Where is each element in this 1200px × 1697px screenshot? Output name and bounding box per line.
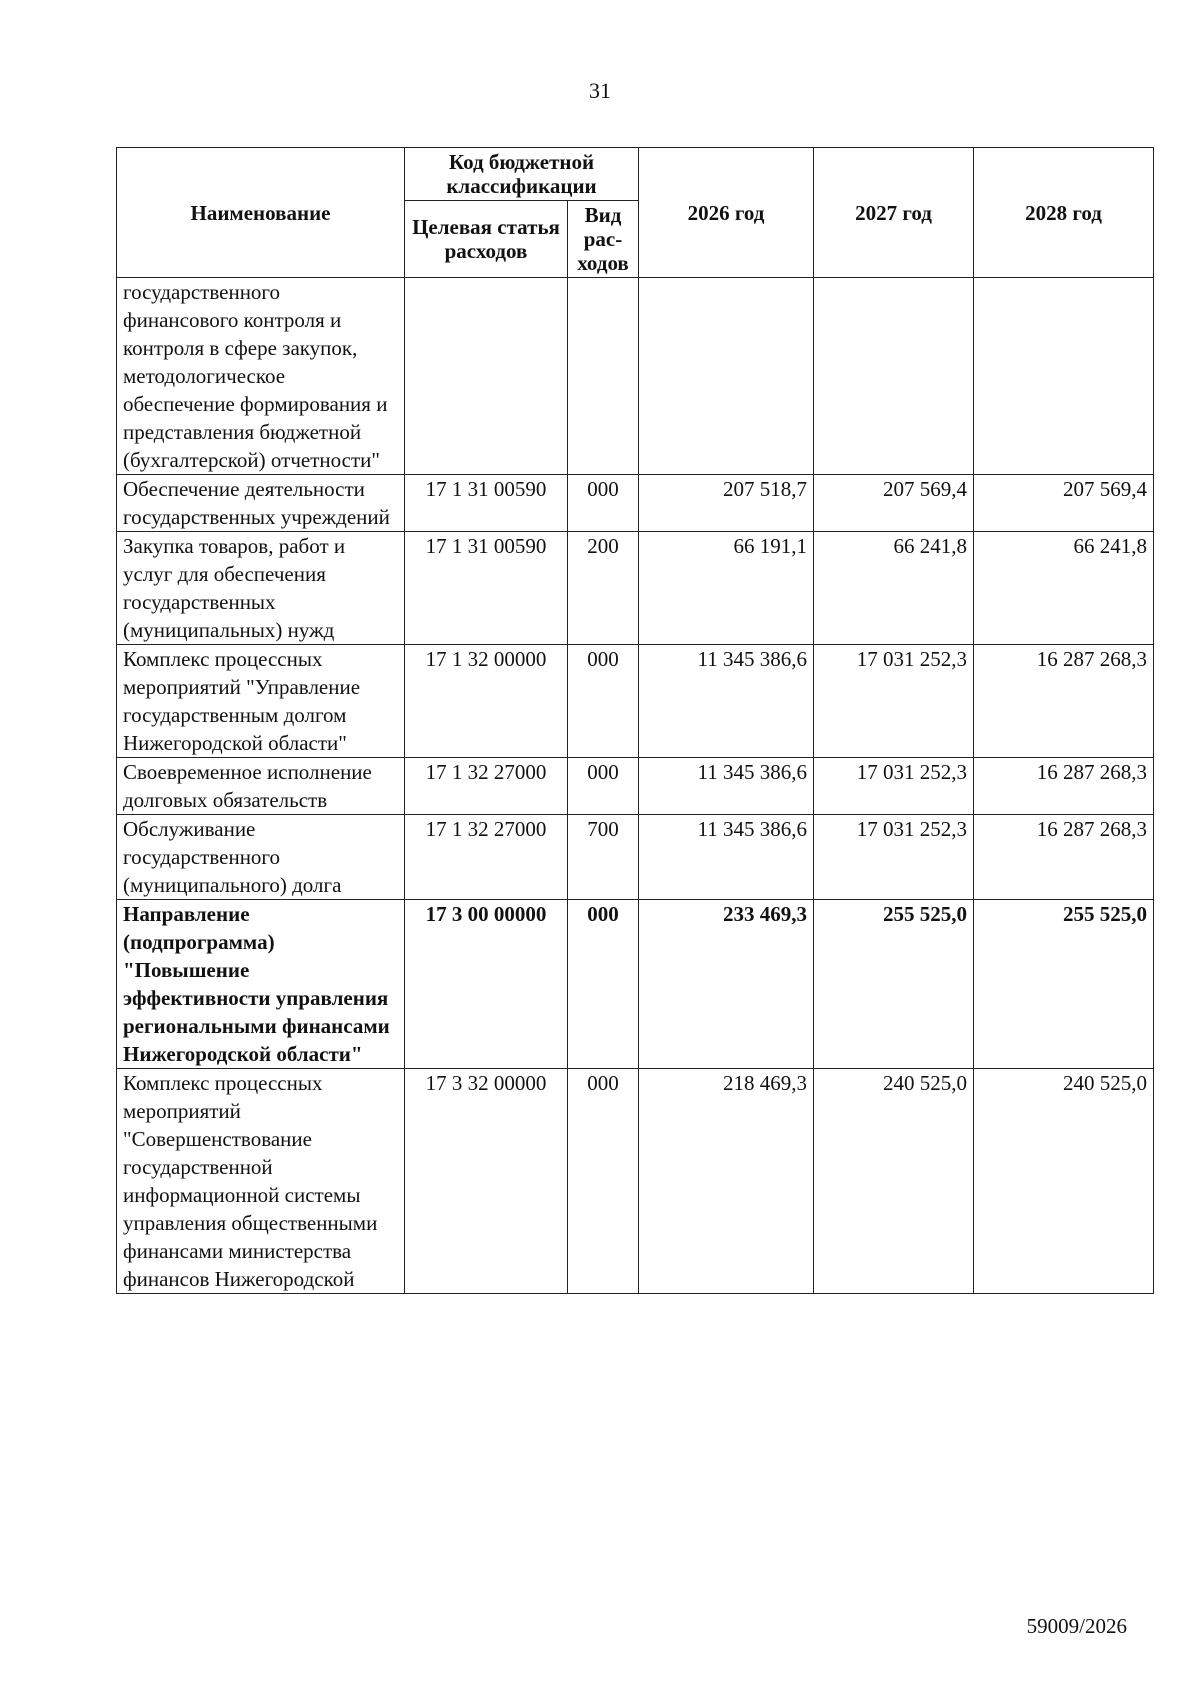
cell-2028: 16 287 268,3 bbox=[974, 758, 1154, 815]
cell-target-article: 17 1 32 27000 bbox=[405, 758, 568, 815]
cell-2028: 16 287 268,3 bbox=[974, 815, 1154, 900]
header-name: Наименование bbox=[117, 148, 405, 278]
cell-target-article bbox=[405, 278, 568, 475]
table-row bbox=[117, 1069, 1154, 1294]
cell-2026: 11 345 386,6 bbox=[639, 645, 814, 758]
table-row bbox=[117, 815, 1154, 900]
cell-expense-type: 000 bbox=[568, 1069, 639, 1294]
cell-2026: 66 191,1 bbox=[639, 532, 814, 645]
cell-2028: 240 525,0 bbox=[974, 1069, 1154, 1294]
cell-2027: 17 031 252,3 bbox=[814, 758, 974, 815]
cell-2027: 66 241,8 bbox=[814, 532, 974, 645]
cell-2026: 233 469,3 bbox=[639, 900, 814, 1069]
cell-2027: 207 569,4 bbox=[814, 475, 974, 532]
table-row bbox=[117, 900, 1154, 1069]
cell-expense-type: 700 bbox=[568, 815, 639, 900]
cell-name: Своевременное исполнение долговых обязательств bbox=[117, 758, 405, 815]
cell-target-article: 17 1 31 00590 bbox=[405, 475, 568, 532]
cell-2027 bbox=[814, 278, 974, 475]
cell-2028: 255 525,0 bbox=[974, 900, 1154, 1069]
cell-target-article: 17 3 00 00000 bbox=[405, 900, 568, 1069]
cell-2027: 240 525,0 bbox=[814, 1069, 974, 1294]
budget-table bbox=[116, 147, 1154, 1294]
cell-2028 bbox=[974, 278, 1154, 475]
cell-2028: 16 287 268,3 bbox=[974, 645, 1154, 758]
cell-target-article: 17 1 32 00000 bbox=[405, 645, 568, 758]
cell-2028: 207 569,4 bbox=[974, 475, 1154, 532]
document-id: 59009/2026 bbox=[1026, 1614, 1127, 1638]
cell-expense-type: 200 bbox=[568, 532, 639, 645]
cell-2028: 66 241,8 bbox=[974, 532, 1154, 645]
table-row bbox=[117, 645, 1154, 758]
table-body bbox=[117, 278, 1154, 1294]
cell-name: государственного финансового контроля и контроля в сфере закупок, методологическое обеспечение формирования и представления бюджетной (бухгалтерской) отчетности" bbox=[117, 278, 405, 475]
table-row bbox=[117, 758, 1154, 815]
header-expense-type-line: ходов bbox=[577, 251, 629, 275]
header-expense-type-line: рас- bbox=[583, 227, 623, 251]
header-code-group: Код бюджетной классификации bbox=[405, 148, 639, 201]
header-expense-type bbox=[568, 201, 639, 278]
cell-2026: 218 469,3 bbox=[639, 1069, 814, 1294]
cell-expense-type: 000 bbox=[568, 645, 639, 758]
cell-name: Обеспечение деятельности государственных учреждений bbox=[117, 475, 405, 532]
cell-2027: 255 525,0 bbox=[814, 900, 974, 1069]
cell-expense-type: 000 bbox=[568, 475, 639, 532]
cell-2026: 11 345 386,6 bbox=[639, 758, 814, 815]
table-row bbox=[117, 532, 1154, 645]
cell-name: Закупка товаров, работ и услуг для обеспечения государственных (муниципальных) нужд bbox=[117, 532, 405, 645]
cell-target-article: 17 3 32 00000 bbox=[405, 1069, 568, 1294]
header-year-2026: 2026 год bbox=[639, 148, 814, 278]
cell-expense-type: 000 bbox=[568, 900, 639, 1069]
header-target-article: Целевая статья расходов bbox=[405, 201, 568, 278]
cell-name: Направление (подпрограмма) "Повышение эффективности управления региональными финансами Нижегородской области" bbox=[117, 900, 405, 1069]
cell-2026 bbox=[639, 278, 814, 475]
header-expense-type-line: Вид bbox=[584, 203, 622, 227]
cell-target-article: 17 1 31 00590 bbox=[405, 532, 568, 645]
cell-target-article: 17 1 32 27000 bbox=[405, 815, 568, 900]
cell-expense-type: 000 bbox=[568, 758, 639, 815]
cell-2027: 17 031 252,3 bbox=[814, 815, 974, 900]
page-number: 31 bbox=[589, 78, 611, 103]
cell-name: Комплекс процессных мероприятий "Управление государственным долгом Нижегородской области" bbox=[117, 645, 405, 758]
table-row bbox=[117, 278, 1154, 475]
cell-name: Обслуживание государственного (муниципального) долга bbox=[117, 815, 405, 900]
cell-2026: 207 518,7 bbox=[639, 475, 814, 532]
table-row bbox=[117, 475, 1154, 532]
header-year-2028: 2028 год bbox=[974, 148, 1154, 278]
cell-expense-type bbox=[568, 278, 639, 475]
header-year-2027: 2027 год bbox=[814, 148, 974, 278]
cell-name: Комплекс процессных мероприятий "Совершенствование государственной информационной системы управления общественными финансами министерства финансов Нижегородской bbox=[117, 1069, 405, 1294]
cell-2027: 17 031 252,3 bbox=[814, 645, 974, 758]
cell-2026: 11 345 386,6 bbox=[639, 815, 814, 900]
